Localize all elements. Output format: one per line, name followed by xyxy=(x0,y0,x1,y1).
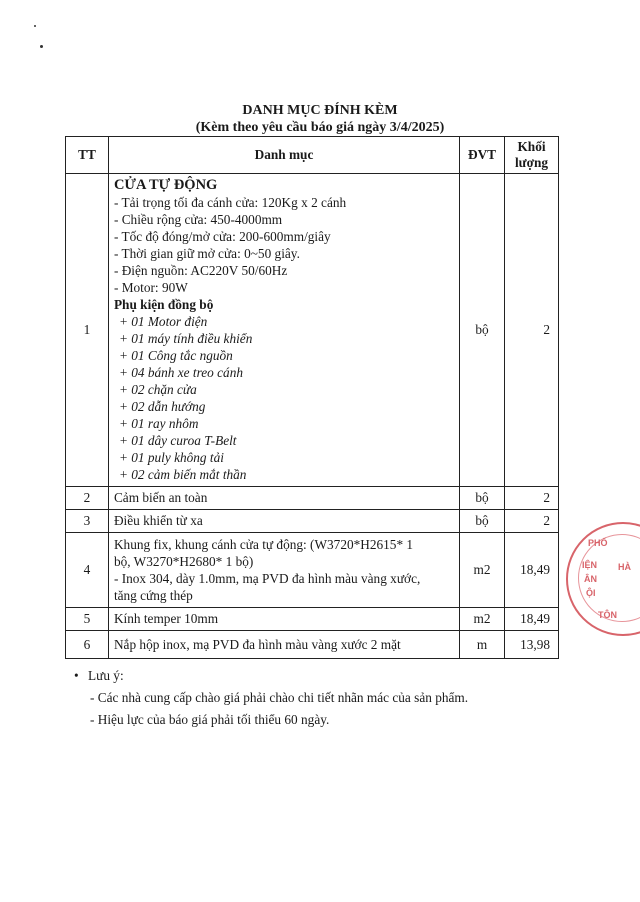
row-tt: 6 xyxy=(66,631,109,659)
accessory-line: + 01 Công tắc nguồn xyxy=(118,348,233,363)
notes-label-line xyxy=(74,665,468,687)
table-row xyxy=(66,631,559,659)
row-item: Kính temper 10mm xyxy=(108,608,459,631)
row-qty: 2 xyxy=(505,487,559,510)
document-title: DANH MỤC ĐÍNH KÈM xyxy=(242,103,398,118)
accessory-line: + 01 ray nhôm xyxy=(118,416,199,431)
accessory-line: + 02 chặn cửa xyxy=(118,382,197,397)
table-row xyxy=(66,533,559,608)
row-qty: 2 xyxy=(505,510,559,533)
seal-text: IỆN xyxy=(582,560,598,570)
accessory-line: + 01 puly không tải xyxy=(118,450,224,465)
document-subtitle: (Kèm theo yêu cầu báo giá ngày 3/4/2025) xyxy=(195,120,445,135)
spec-line: - Thời gian giữ mở cửa: 0~50 giây. xyxy=(113,246,300,261)
seal-text: HÀ xyxy=(618,562,631,572)
row-qty: 13,98 xyxy=(505,631,559,659)
accessory-line: + 01 Motor điện xyxy=(118,314,208,329)
row-item: Nắp hộp inox, mạ PVD đa hình màu vàng xước 2 mặt xyxy=(108,631,459,659)
row-qty: 2 xyxy=(505,174,559,487)
scan-speck xyxy=(34,25,36,27)
row-tt: 2 xyxy=(66,487,109,510)
row-item xyxy=(108,174,459,487)
note-item: - Hiệu lực của báo giá phải tối thiểu 60 ngày. xyxy=(90,712,330,727)
row-qty: 18,49 xyxy=(505,608,559,631)
accessories-heading: Phụ kiện đồng bộ xyxy=(113,297,214,312)
row-unit: m xyxy=(460,631,505,659)
accessory-line: + 02 dẫn hướng xyxy=(118,399,206,414)
header-tt: TT xyxy=(66,137,109,174)
spec-line: - Chiều rộng cửa: 450-4000mm xyxy=(113,212,283,227)
header-unit: ĐVT xyxy=(460,137,505,174)
table-row xyxy=(66,174,559,487)
row-tt: 5 xyxy=(66,608,109,631)
seal-text: ỘI xyxy=(586,588,596,598)
item-line: Khung fix, khung cánh cửa tự động: (W3720*H2615* 1 xyxy=(113,537,414,552)
accessory-line: + 01 máy tính điều khiển xyxy=(118,331,253,346)
row-unit: m2 xyxy=(460,608,505,631)
row-unit: m2 xyxy=(460,533,505,608)
seal-text: PHỐ xyxy=(588,538,608,548)
table-row xyxy=(66,487,559,510)
bullet-icon: • xyxy=(74,668,79,683)
row-tt: 3 xyxy=(66,510,109,533)
notes-section xyxy=(74,665,468,731)
row-unit: bộ xyxy=(460,510,505,533)
row-tt: 4 xyxy=(66,533,109,608)
spec-line: - Tốc độ đóng/mở cửa: 200-600mm/giây xyxy=(113,229,331,244)
header-qty xyxy=(505,137,559,174)
item-line: tăng cứng thép xyxy=(113,588,193,603)
row-heading: CỬA TỰ ĐỘNG xyxy=(113,177,218,193)
document-title-block xyxy=(0,102,640,136)
items-table xyxy=(65,136,559,659)
accessory-line: + 04 bánh xe treo cánh xyxy=(118,365,243,380)
note-item: - Các nhà cung cấp chào giá phải chào chi tiết nhãn mác của sản phẩm. xyxy=(90,690,469,705)
item-line: bộ, W3270*H2680* 1 bộ) xyxy=(113,554,254,569)
header-qty-line1: Khối xyxy=(517,139,546,154)
seal-text: TÔN xyxy=(598,610,617,620)
row-unit: bộ xyxy=(460,487,505,510)
row-qty: 18,49 xyxy=(505,533,559,608)
red-seal-stamp xyxy=(566,522,640,636)
spec-line: - Điện nguồn: AC220V 50/60Hz xyxy=(113,263,288,278)
scan-speck xyxy=(40,45,43,48)
table-header-row xyxy=(66,137,559,174)
table-row xyxy=(66,510,559,533)
row-item: Cảm biến an toàn xyxy=(108,487,459,510)
row-tt: 1 xyxy=(66,174,109,487)
header-qty-line2: lượng xyxy=(514,155,549,170)
spec-line: - Motor: 90W xyxy=(113,280,188,295)
accessory-line: + 01 dây curoa T-Belt xyxy=(118,433,237,448)
spec-line: - Tải trọng tối đa cánh cửa: 120Kg x 2 cánh xyxy=(113,195,347,210)
table-row xyxy=(66,608,559,631)
item-line: - Inox 304, dày 1.0mm, mạ PVD đa hình màu vàng xước, xyxy=(113,571,421,586)
row-unit: bộ xyxy=(460,174,505,487)
row-item: Điều khiển từ xa xyxy=(108,510,459,533)
seal-text: ÂN xyxy=(584,574,597,584)
row-item xyxy=(108,533,459,608)
header-item: Danh mục xyxy=(108,137,459,174)
notes-label: Lưu ý: xyxy=(88,668,124,683)
accessory-line: + 02 cảm biến mắt thần xyxy=(118,467,247,482)
